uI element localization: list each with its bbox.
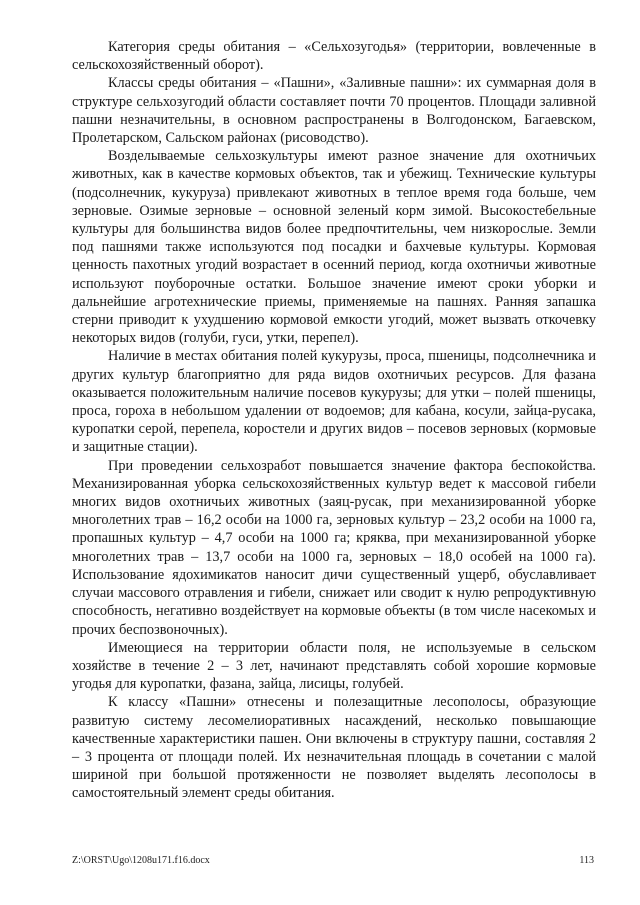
paragraph-arable-classes: Классы среды обитания – «Пашни», «Заливные пашни»: их суммарная доля в структуре сельхозугодий области составляет почти 70 процентов. Площади заливной пашни незначительны, в основном распространены в Волгодонском, Багаевском, Пролетарском, Сальском районах (рисоводство). xyxy=(72,75,596,147)
paragraph-crops-value: Возделываемые сельхозкультуры имеют разное значение для охотничьих животных, как в качестве кормовых объектов, так и убежищ. Технические культуры (подсолнечник, кукуруза) привлекают животных в теплое время года больше, чем зерновые. Озимые зерновые – основной зеленый корм зимой. Высокостебельные культуры для большинства видов более предпочтительны, чем низкорослые. Земли под пашнями также используются под посадки и бахчевые культуры. Кормовая ценность пахотных угодий возрастает в осенний период, когда охотничьи животные используют поуборочные остатки. Большое значение имеют сроки уборки и дальнейшие агротехнические приемы, применяемые на пашнях. Ранняя запашка стерни приводит к ухудшению кормовой емкости угодий, может вызвать откочевку некоторых видов (голуби, гуси, утки, перепел). xyxy=(72,148,596,347)
page-number: 113 xyxy=(579,855,594,866)
paragraph-fields-presence: Наличие в местах обитания полей кукурузы, проса, пшеницы, подсолнечника и других культур благоприятно для ряда видов охотничьих ресурсов. Для фазана оказывается положительным наличие посевов кукурузы; для утки – полей пшеницы, проса, гороха в небольшом удалении от водоемов; для кабана, косули, зайца-русака, куропатки серой, перепела, коростели и других видов – посевов зерновых (кормовые и защитные стации). xyxy=(72,348,596,456)
paragraph-fallow-fields: Имеющиеся на территории области поля, не используемые в сельском хозяйстве в течение 2 – 3 лет, начинают представлять собой хорошие кормовые угодья для куропатки, фазана, зайца, лисицы, голубей. xyxy=(72,639,596,693)
paragraph-shelterbelts: К классу «Пашни» отнесены и полезащитные лесополосы, образующие развитую систему лесомелиоративных насаждений, несколько повышающие качественные характеристики пашен. Они включены в структуру пашни, составляя 2 – 3 процента от площади полей. Их незначительная площадь в сочетании с малой шириной при большой протяженности не позволяет выделять лесополосы в самостоятельный элемент среды обитания. xyxy=(72,694,596,802)
paragraph-disturbance: При проведении сельхозработ повышается значение фактора беспокойства. Механизированная уборка сельскохозяйственных культур ведет к массовой гибели многих видов охотничьих животных (заяц-русак, при механизированной уборке многолетних трав – 16,2 особи на 1000 га, зерновых культур – 23,2 особи на 1000 га, пропашных культур – 4,7 особи на 1000 га; кряква, при механизированной уборке многолетних трав – 13,7 особи на 1000 га, зерновых – 18,0 особей на 1000 га). Использование ядохимикатов наносит дичи существенный ущерб, обуславливает случаи массового отравления и гибели, снижает или сводит к нулю репродуктивную способность, негативно воздействует на кормовые объекты (в том числе насекомых и прочих беспозвоночных). xyxy=(72,457,596,638)
paragraph-category: Категория среды обитания – «Сельхозугодья» (территории, вовлеченные в сельскохозяйственный оборот). xyxy=(72,39,596,74)
document-body xyxy=(72,38,596,803)
footer-file-path: Z:\ORST\Ugo\1208u171.f16.docx xyxy=(72,855,210,866)
